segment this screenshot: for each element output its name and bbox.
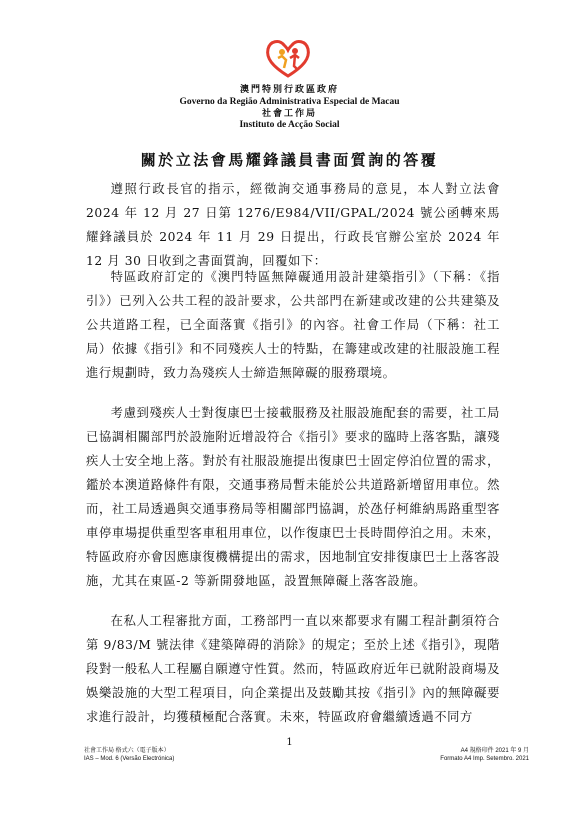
- government-name-zh: 澳門特別行政區政府: [239, 85, 339, 95]
- department-name-zh: 社會工作局: [261, 109, 317, 119]
- paragraph-intro: 遵照行政長官的指示，經徵詢交通事務局的意見，本人對立法會 2024 年 12 月 27 日第 1276/E984/VII/GPAL/2024 號公函轉來馬耀鋒議員於 2024 年 11 月 29 日提出，行政長官辦公室於 2024 年 12 月 30 日收到之書面質詢，回覆如下：: [86, 182, 500, 268]
- footer-left: [84, 747, 174, 763]
- paragraph-rehab-bus: 考慮到殘疾人士對復康巴士接載服務及社服設施配套的需要，社工局已協調相關部門於設施附近增設符合《指引》要求的臨時上落客點，讓殘疾人士安全地上落。對於有社服設施提出復康巴士固定停泊位置的需求，鑑於本澳道路條件有限，交通事務局暫未能於公共道路新增留用車位。然而，社工局透過與交通事務局等相關部門協調，於氹仔柯維納馬路重型客車停車場提供重型客車租用車位，以作復康巴士長時間停泊之用。未來，特區政府亦會因應康復機構提出的需求，因地制宜安排復康巴士上落客設施，尤其在東區-2 等新開發地區，設置無障礙上落客設施。: [86, 406, 500, 588]
- footer-form-zh: 社會工作局 格式六（電子版本）: [84, 748, 170, 754]
- paragraph-private-works: 在私人工程審批方面，工務部門一直以來都要求有關工程計劃須符合第 9/83/M 號法律《建築障碍的消除》的規定；至於上述《指引》，現階段對一般私人工程屬自願遵守性質。然而，特區政府近年已就附設商場及娛樂設施的大型工程項目，向企業提出及鼓勵其按《指引》內的無障礙要求進行設計，均獲積極配合落實。未來，特區政府會繼續透過不同方: [86, 614, 500, 724]
- government-name-pt: Governo da Região Administrativa Especial de Macau: [179, 97, 400, 107]
- footer-right: [440, 747, 529, 763]
- footer-form-pt: IAS – Mod. 6 (Versão Electrónica): [84, 756, 175, 762]
- ias-logo-icon: [264, 36, 312, 80]
- document-title: 關於立法會馬耀鋒議員書面質詢的答覆: [140, 151, 439, 169]
- paragraph-guidelines: 特區政府訂定的《澳門特區無障礙通用設計建築指引》（下稱：《指引》）已列入公共工程的設計要求，公共部門在新建或改建的公共建築及公共道路工程，已全面落實《指引》的內容。社會工作局（下稱：社工局）依據《指引》和不同殘疾人士的特點，在籌建或改建的社服設施工程進行規劃時，致力為殘疾人士締造無障礙的服務環境。: [86, 270, 500, 380]
- footer-format-zh: A4 規格印件 2021 年 9 月: [460, 748, 529, 754]
- department-name-pt: Instituto de Acção Social: [239, 120, 340, 130]
- footer-format-pt: Formato A4 Imp. Setembro. 2021: [440, 756, 529, 762]
- page-number: 1: [286, 737, 293, 748]
